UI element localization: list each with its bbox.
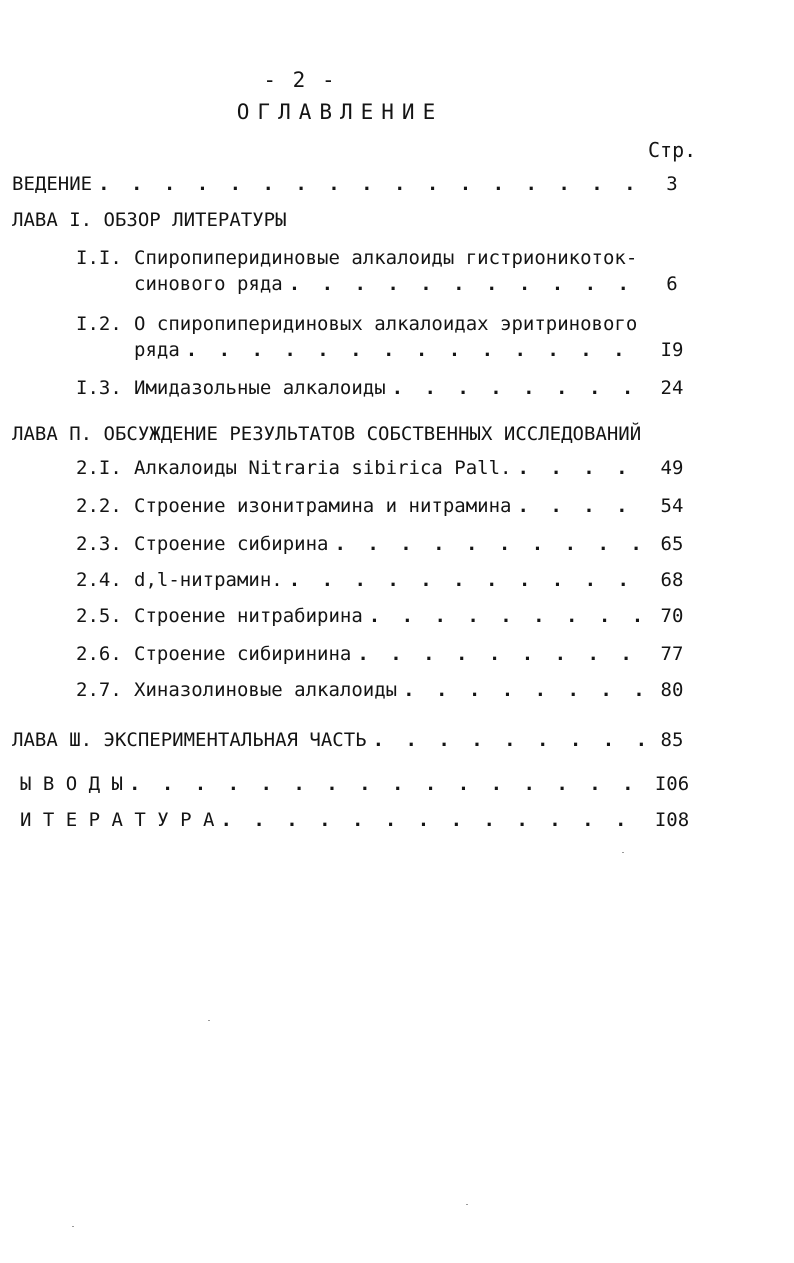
toc-page-number: 80: [660, 679, 684, 701]
toc-entry-text: Строение сибиринина: [134, 643, 352, 665]
toc-entry-text: И Т Е Р А Т У Р А: [20, 809, 215, 831]
toc-entry-text: Ы В О Д Ы: [20, 773, 123, 795]
toc-page-number: 3: [666, 173, 678, 195]
scan-speck: [466, 1204, 468, 1205]
scan-speck: [622, 852, 624, 853]
document-title: ОГЛАВЛЕНИЕ: [236, 100, 444, 124]
toc-page-number: 77: [660, 643, 684, 665]
toc-page-number: I9: [660, 339, 684, 361]
toc-entry-text: Строение сибирина: [134, 533, 329, 555]
page-column-label: Стр.: [648, 138, 697, 162]
leader-dots: [334, 532, 646, 556]
toc-entry-text: d,l-нитрамин.: [134, 569, 283, 591]
toc-entry-text: Строение изонитрамина и нитрамина: [134, 495, 512, 517]
toc-entry-text: Имидазольные алкалоиды: [134, 377, 386, 399]
toc-entry-number: 2.7.: [76, 679, 122, 701]
leader-dots: [357, 642, 646, 666]
toc-entry-text-cont: синового ряда: [134, 273, 283, 295]
toc-entry-1-2: [134, 338, 692, 362]
toc-entry-number: I.I.: [76, 247, 122, 269]
leader-dots: [129, 772, 646, 796]
leader-dots: [289, 568, 646, 592]
leader-dots: [186, 338, 646, 362]
toc-entry-number: I.2.: [76, 313, 122, 335]
toc-page-number: 70: [660, 605, 684, 627]
toc-entry-2-3: [76, 532, 692, 556]
page-number: - 2 -: [263, 68, 337, 92]
toc-entry-1-3: [76, 376, 692, 400]
toc-entry-2-6: [76, 642, 692, 666]
toc-page-number: 49: [660, 457, 684, 479]
scan-speck: [72, 1226, 74, 1227]
leader-dots: [220, 808, 646, 832]
toc-entry-2-2: [76, 494, 692, 518]
toc-entry-number: 2.2.: [76, 495, 122, 517]
toc-entry-number: I.3.: [76, 377, 122, 399]
leader-dots: [373, 728, 646, 752]
chapter-3-title: ЛАВА Ш. ЭКСПЕРИМЕНТАЛЬНАЯ ЧАСТЬ: [12, 729, 367, 751]
leader-dots: [98, 172, 646, 196]
leader-dots: [518, 456, 647, 480]
toc-entry-text: Алкалоиды: [134, 457, 249, 479]
toc-entry-text: Хиназолиновые алкалоиды: [134, 679, 398, 701]
toc-entry-2-4: [76, 568, 692, 592]
toc-entry-text: Строение нитрабирина: [134, 605, 363, 627]
toc-entry-chapter-3: [12, 728, 692, 752]
scan-speck: [208, 1020, 210, 1021]
toc-entry-latin-name: Nitraria sibirica Pall.: [248, 457, 512, 479]
chapter-2-title: ЛАВА П. ОБСУЖДЕНИЕ РЕЗУЛЬТАТОВ СОБСТВЕННЫХ ИССЛЕДОВАНИЙ: [12, 423, 642, 445]
toc-page-number: 65: [660, 533, 684, 555]
toc-page-number: 68: [660, 569, 684, 591]
toc-entry-intro: [12, 172, 692, 196]
toc-entry-text: ВЕДЕНИЕ: [12, 173, 93, 195]
toc-page-number: I06: [654, 773, 690, 795]
leader-dots: [518, 494, 647, 518]
toc-page-number: I08: [654, 809, 690, 831]
leader-dots: [369, 604, 646, 628]
toc-page-number: 85: [660, 729, 684, 751]
toc-entry-2-7: [76, 678, 692, 702]
toc-entry-literature: [20, 808, 692, 832]
toc-entry-2-5: [76, 604, 692, 628]
toc-entry-2-1: [76, 456, 692, 480]
toc-entry-conclusions: [20, 772, 692, 796]
toc-entry-text-cont: ряда: [134, 339, 180, 361]
toc-entry-text: О спиропиперидиновых алкалоидах эритринового: [134, 313, 638, 335]
leader-dots: [392, 376, 646, 400]
toc-page-number: 24: [660, 377, 684, 399]
toc-entry-number: 2.3.: [76, 533, 122, 555]
toc-entry-number: 2.6.: [76, 643, 122, 665]
toc-page-number: 6: [666, 273, 678, 295]
toc-entry-number: 2.I.: [76, 457, 122, 479]
toc-entry-number: 2.5.: [76, 605, 122, 627]
leader-dots: [289, 272, 646, 296]
chapter-1-title: ЛАВА I. ОБЗОР ЛИТЕРАТУРЫ: [12, 209, 287, 231]
leader-dots: [403, 678, 646, 702]
toc-entry-text: Спиропиперидиновые алкалоиды гистрионикоток-: [134, 247, 638, 269]
toc-entry-1-1: [134, 272, 692, 296]
toc-page-number: 54: [660, 495, 684, 517]
toc-entry-number: 2.4.: [76, 569, 122, 591]
